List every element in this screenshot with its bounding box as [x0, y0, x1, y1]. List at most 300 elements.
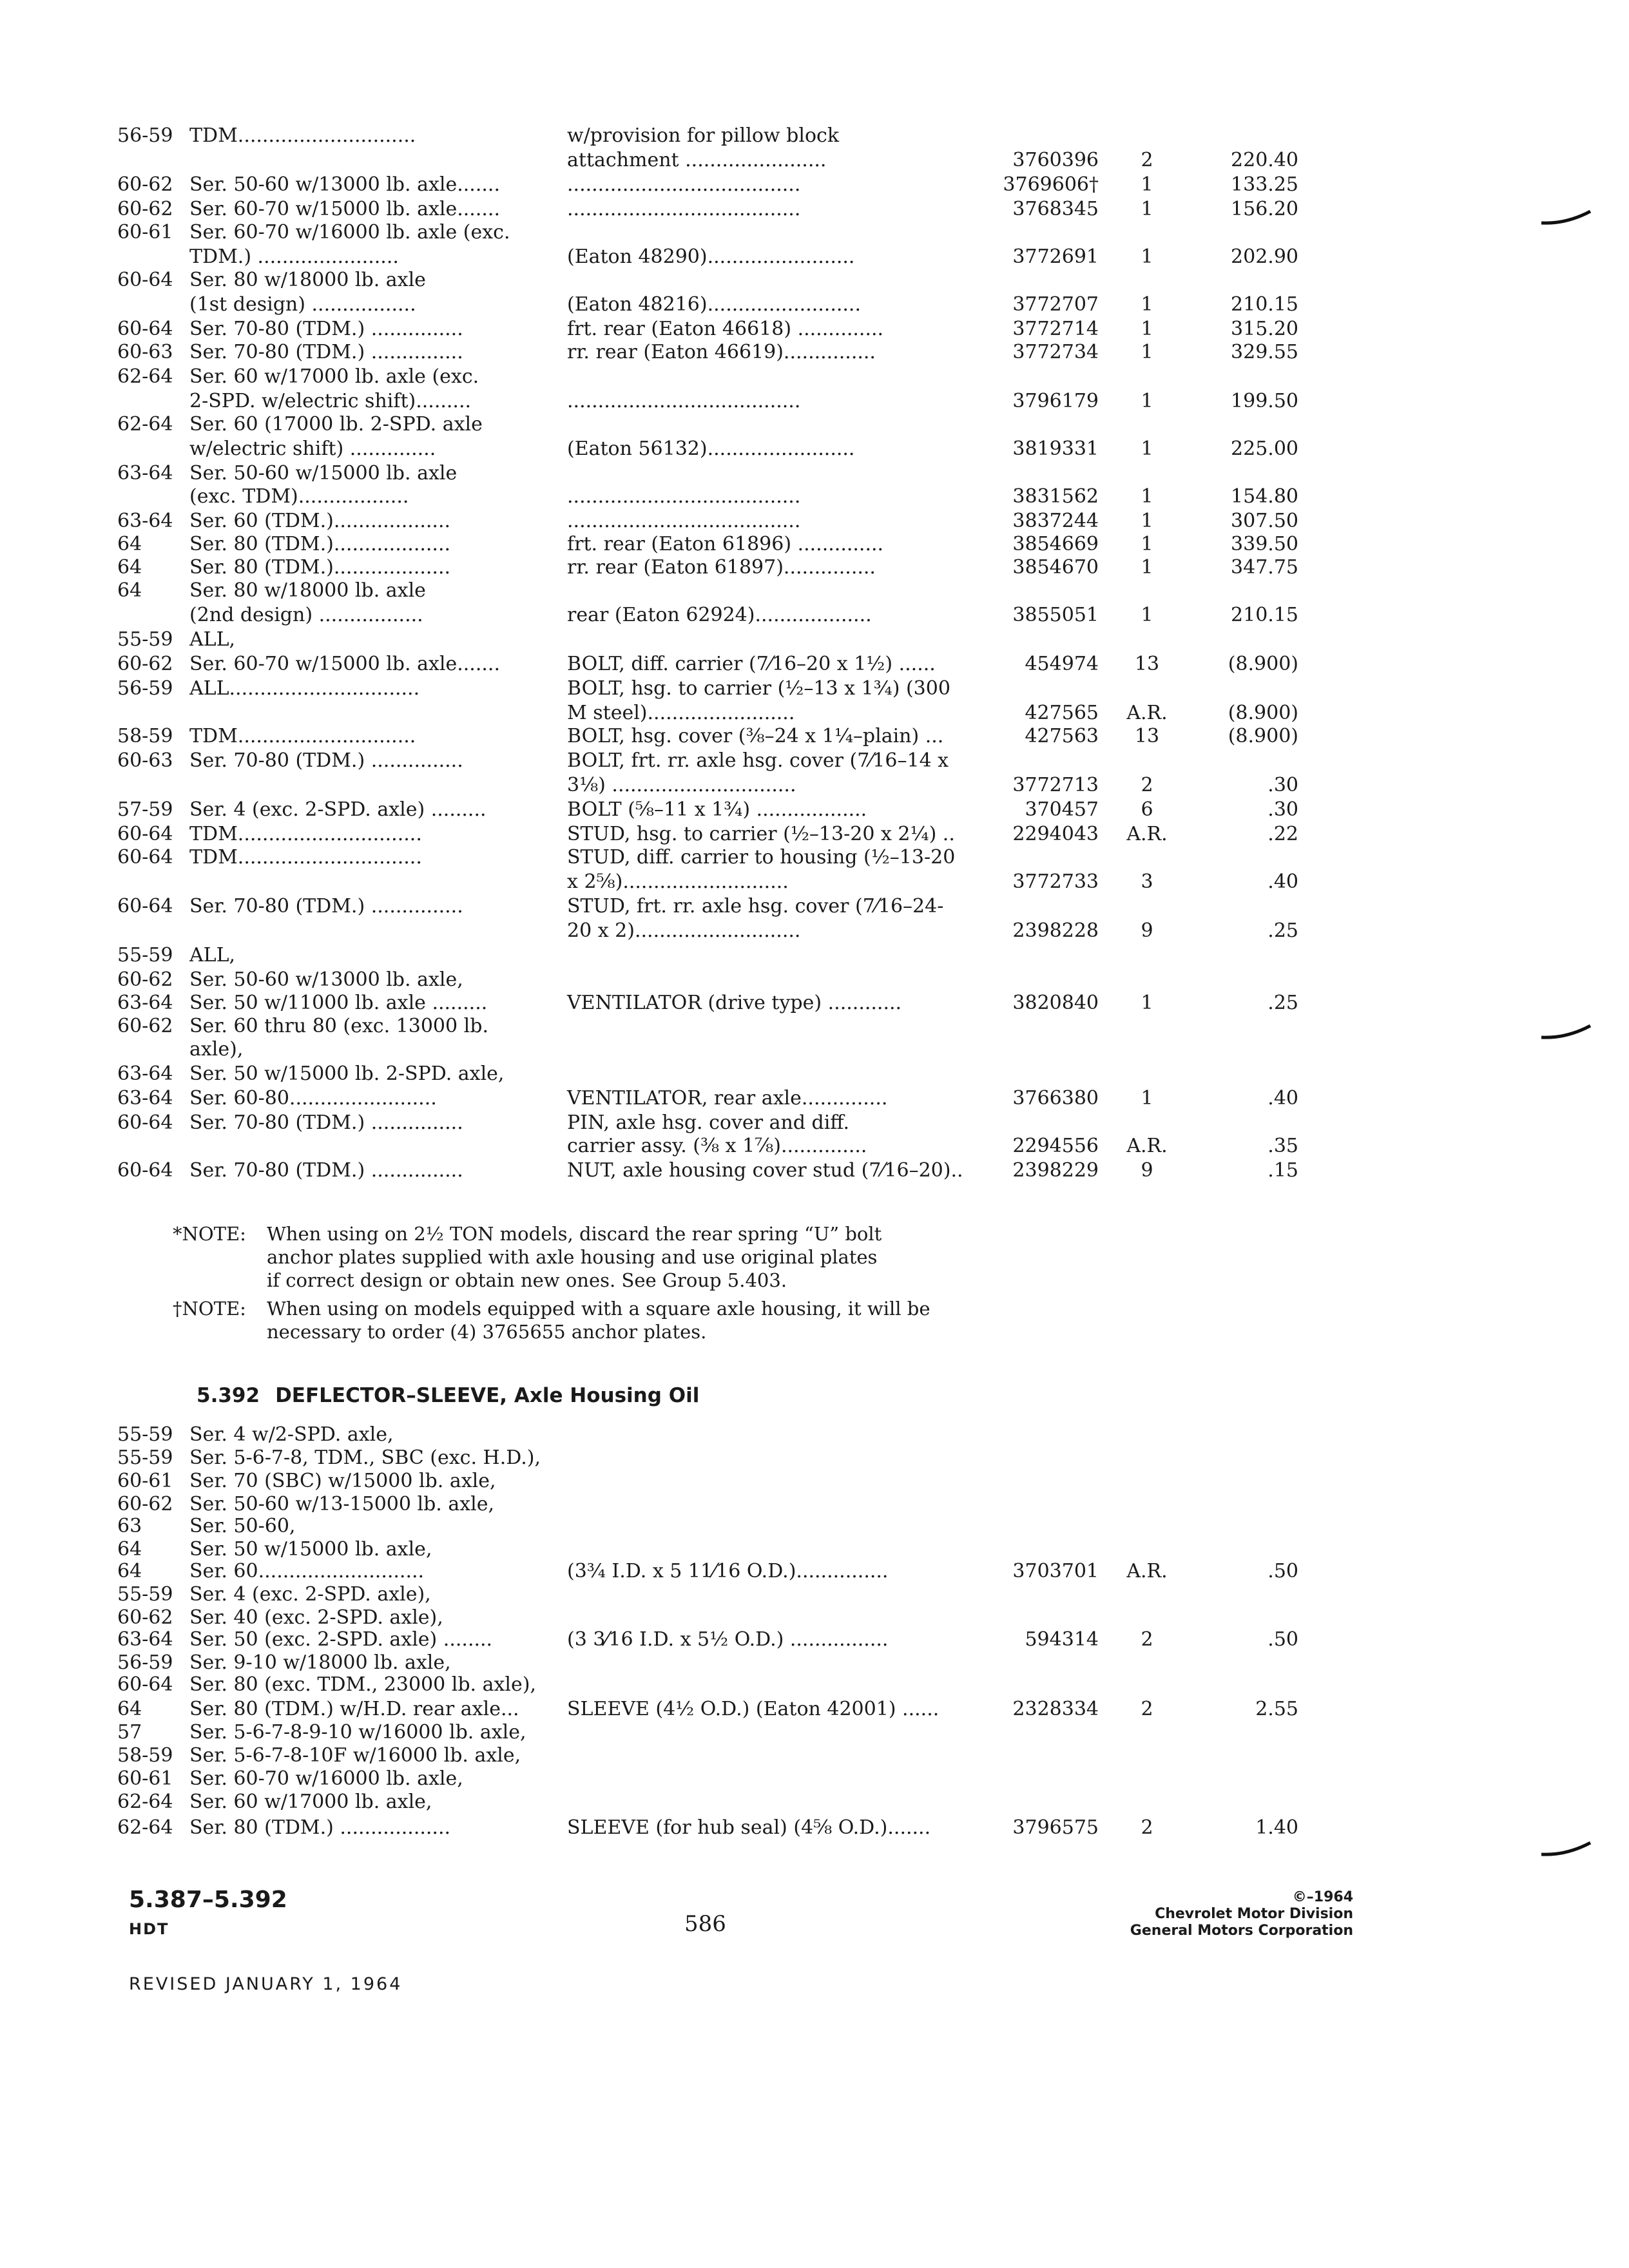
quantity: 1	[1141, 556, 1153, 579]
quantity: 2	[1141, 1628, 1153, 1651]
list-price: .35	[1268, 1135, 1298, 1157]
part-number: 370457	[1025, 798, 1099, 821]
note-line: necessary to order (4) 3765655 anchor plates.	[267, 1321, 707, 1343]
part-description: NUT, axle housing cover stud (7⁄16–20)..	[567, 1159, 963, 1182]
section-number: 5.392	[197, 1384, 260, 1407]
list-price	[1192, 1492, 1298, 1517]
model-years: 62-64	[117, 365, 173, 388]
quantity: A.R.	[1126, 823, 1168, 845]
model-years: 60-62	[117, 173, 173, 196]
application: Ser. 50 w/15000 lb. 2-SPD. axle,	[189, 1062, 505, 1085]
application: Ser. 60-70 w/15000 lb. axle.......	[189, 198, 500, 220]
list-price	[1192, 1062, 1298, 1086]
quantity	[1112, 1111, 1182, 1135]
table-row	[0, 724, 1629, 749]
list-price	[1192, 1469, 1298, 1494]
quantity	[1112, 1767, 1182, 1791]
list-price	[1192, 124, 1298, 148]
part-number	[992, 1790, 1099, 1814]
list-price	[1192, 845, 1298, 870]
quantity: 1	[1141, 390, 1153, 412]
list-price	[1192, 220, 1298, 245]
table-row	[0, 1062, 1629, 1086]
application: Ser. 60-70 w/15000 lb. axle.......	[189, 653, 500, 675]
quantity: 2	[1141, 1816, 1153, 1839]
part-number	[992, 943, 1099, 968]
table-row	[0, 1816, 1629, 1840]
list-price	[1192, 1673, 1298, 1697]
part-number	[992, 749, 1099, 773]
part-number	[992, 1492, 1099, 1517]
application: TDM.............................	[189, 725, 416, 747]
quantity: 13	[1134, 653, 1160, 675]
list-price: (8.900)	[1228, 702, 1298, 724]
part-description: rr. rear (Eaton 61897)...............	[567, 556, 876, 579]
list-price: .50	[1268, 1628, 1298, 1651]
list-price	[1192, 1446, 1298, 1470]
note-dagger	[173, 1296, 1075, 1345]
part-number	[992, 1514, 1099, 1539]
quantity: 9	[1141, 919, 1153, 942]
quantity: 1	[1141, 485, 1153, 508]
model-years: 60-62	[117, 1015, 173, 1037]
table-row	[0, 437, 1629, 461]
part-description: (Eaton 48216).........................	[567, 293, 862, 316]
list-price	[1192, 677, 1298, 701]
quantity	[1112, 1492, 1182, 1517]
table-row	[0, 485, 1629, 509]
model-years: 64	[117, 1538, 142, 1561]
part-description: STUD, hsg. to carrier (½–13-20 x 2¼) ..	[567, 823, 955, 845]
list-price: .15	[1268, 1159, 1298, 1182]
application: axle),	[189, 1038, 244, 1061]
model-years: 60-64	[117, 823, 173, 845]
table-row	[0, 1720, 1629, 1745]
binder-tick-mark	[1540, 210, 1592, 229]
page-number: 586	[684, 1911, 726, 1937]
list-price: 225.00	[1231, 437, 1298, 460]
part-description: w/provision for pillow block	[567, 124, 839, 147]
application: Ser. 60-80........................	[189, 1087, 437, 1110]
quantity: 2	[1141, 774, 1153, 796]
model-years: 56-59	[117, 124, 173, 147]
quantity: 13	[1134, 725, 1160, 747]
list-price	[1192, 628, 1298, 652]
part-number	[992, 1720, 1099, 1745]
model-years: 60-64	[117, 318, 173, 340]
list-price: .30	[1268, 774, 1298, 796]
table-row	[0, 173, 1629, 197]
application: Ser. 50-60 w/13-15000 lb. axle,	[189, 1493, 495, 1515]
list-price: (8.900)	[1228, 653, 1298, 675]
part-description: STUD, diff. carrier to housing (½–13-20	[567, 846, 956, 869]
quantity	[1112, 579, 1182, 603]
table-row	[0, 340, 1629, 365]
table-row	[0, 268, 1629, 293]
model-years: 60-63	[117, 749, 173, 772]
quantity: 1	[1141, 510, 1153, 532]
model-years: 60-62	[117, 1493, 173, 1515]
part-number	[992, 412, 1099, 437]
quantity: 1	[1141, 341, 1153, 363]
application: Ser. 50-60 w/13000 lb. axle.......	[189, 173, 500, 196]
application: Ser. 5-6-7-8-9-10 w/16000 lb. axle,	[189, 1721, 526, 1744]
part-description: (Eaton 48290)........................	[567, 245, 855, 268]
part-description: M steel)........................	[567, 702, 795, 724]
quantity: 1	[1141, 173, 1153, 196]
quantity: 1	[1141, 318, 1153, 340]
part-description: ......................................	[567, 173, 801, 196]
quantity: 6	[1141, 798, 1153, 821]
part-description: 3⅛) ..............................	[567, 774, 796, 796]
list-price	[1192, 268, 1298, 293]
model-years: 58-59	[117, 725, 173, 747]
model-years: 60-62	[117, 968, 173, 991]
table-row	[0, 1111, 1629, 1135]
list-price: (8.900)	[1228, 725, 1298, 747]
table-row	[0, 1037, 1629, 1062]
quantity	[1112, 461, 1182, 486]
quantity: A.R.	[1126, 702, 1168, 724]
quantity: 1	[1141, 198, 1153, 220]
table-row	[0, 822, 1629, 847]
model-years: 64	[117, 556, 142, 579]
part-number: 3769606†	[1003, 173, 1099, 196]
model-years: 63-64	[117, 510, 173, 532]
table-row	[0, 509, 1629, 533]
quantity	[1112, 412, 1182, 437]
part-description: frt. rear (Eaton 46618) ..............	[567, 318, 884, 340]
footer-section-range: 5.387–5.392	[129, 1887, 287, 1913]
part-number	[992, 1606, 1099, 1630]
model-years: 64	[117, 1698, 142, 1720]
part-number	[992, 1469, 1099, 1494]
binder-tick-mark	[1540, 1024, 1592, 1044]
table-row	[0, 1158, 1629, 1183]
application: Ser. 70-80 (TDM.) ...............	[189, 318, 463, 340]
application: Ser. 70 (SBC) w/15000 lb. axle,	[189, 1470, 496, 1492]
application: Ser. 80 (TDM.) ..................	[189, 1816, 451, 1839]
list-price	[1192, 579, 1298, 603]
quantity	[1112, 1720, 1182, 1745]
list-price	[1192, 1537, 1298, 1562]
table-row	[0, 749, 1629, 773]
model-years: 63-64	[117, 1062, 173, 1085]
note-line: anchor plates supplied with axle housing and use original plates	[267, 1246, 878, 1268]
part-number: 3854670	[1012, 556, 1099, 579]
list-price: 339.50	[1231, 533, 1298, 555]
quantity	[1112, 365, 1182, 389]
quantity	[1112, 1014, 1182, 1039]
application: Ser. 80 (exc. TDM., 23000 lb. axle),	[189, 1673, 537, 1696]
table-row	[0, 1673, 1629, 1697]
table-row	[0, 894, 1629, 919]
table-row	[0, 1559, 1629, 1584]
application: TDM..............................	[189, 846, 422, 869]
part-description: VENTILATOR (drive type) ............	[567, 992, 902, 1014]
model-years: 60-63	[117, 341, 173, 363]
part-description: SLEEVE (for hub seal) (4⅝ O.D.).......	[567, 1816, 931, 1839]
application: ALL,	[189, 944, 236, 966]
part-description: rear (Eaton 62924)...................	[567, 604, 872, 626]
application: Ser. 70-80 (TDM.) ...............	[189, 341, 463, 363]
model-years: 63-64	[117, 992, 173, 1014]
table-row	[0, 365, 1629, 389]
table-row	[0, 579, 1629, 603]
list-price	[1192, 1111, 1298, 1135]
quantity: A.R.	[1126, 1560, 1168, 1582]
list-price: 210.15	[1231, 293, 1298, 316]
model-years: 55-59	[117, 1446, 173, 1469]
table-row	[0, 245, 1629, 269]
application: Ser. 60 w/17000 lb. axle,	[189, 1791, 432, 1813]
footer-copyright: ©–1964	[1292, 1889, 1353, 1905]
table-row	[0, 1582, 1629, 1607]
model-years: 62-64	[117, 1791, 173, 1813]
table-row	[0, 124, 1629, 148]
part-number	[992, 1744, 1099, 1768]
list-price: 307.50	[1231, 510, 1298, 532]
part-description: frt. rear (Eaton 61896) ..............	[567, 533, 884, 555]
quantity	[1112, 1744, 1182, 1768]
part-number	[992, 1767, 1099, 1791]
application: (1st design) .................	[189, 293, 416, 316]
table-row	[0, 1606, 1629, 1630]
quantity	[1112, 1582, 1182, 1607]
application: Ser. 60 w/17000 lb. axle (exc.	[189, 365, 479, 388]
application: TDM.) .......................	[189, 245, 399, 268]
application: Ser. 40 (exc. 2-SPD. axle),	[189, 1606, 443, 1629]
list-price	[1192, 1790, 1298, 1814]
model-years: 56-59	[117, 1651, 173, 1674]
part-number: 2294556	[1012, 1135, 1099, 1157]
part-number: 3796179	[1012, 390, 1099, 412]
part-number: 3766380	[1012, 1087, 1099, 1110]
list-price	[1192, 943, 1298, 968]
application: Ser. 60-70 w/16000 lb. axle,	[189, 1767, 463, 1790]
list-price: .50	[1268, 1560, 1298, 1582]
application: Ser. 70-80 (TDM.) ...............	[189, 1111, 463, 1134]
application: TDM..............................	[189, 823, 422, 845]
table-row	[0, 628, 1629, 652]
part-number	[992, 845, 1099, 870]
model-years: 56-59	[117, 677, 173, 700]
quantity: 1	[1141, 437, 1153, 460]
part-number	[992, 1014, 1099, 1039]
list-price: 329.55	[1231, 341, 1298, 363]
part-number	[992, 220, 1099, 245]
part-number	[992, 124, 1099, 148]
model-years: 64	[117, 1560, 142, 1582]
quantity	[1112, 968, 1182, 992]
list-price: .30	[1268, 798, 1298, 821]
binder-tick-mark	[1540, 1841, 1592, 1861]
list-price	[1192, 1720, 1298, 1745]
list-price	[1192, 461, 1298, 486]
model-years: 60-61	[117, 1767, 173, 1790]
part-number	[992, 268, 1099, 293]
quantity	[1112, 677, 1182, 701]
part-description: BOLT (⅝–11 x 1¾) ..................	[567, 798, 867, 821]
note-asterisk	[173, 1222, 1075, 1295]
part-number	[992, 677, 1099, 701]
part-number	[992, 628, 1099, 652]
list-price	[1192, 968, 1298, 992]
model-years: 63-64	[117, 462, 173, 485]
application: w/electric shift) ..............	[189, 437, 436, 460]
application: Ser. 50-60 w/13000 lb. axle,	[189, 968, 463, 991]
quantity: 1	[1141, 604, 1153, 626]
table-row	[0, 555, 1629, 580]
model-years: 63	[117, 1515, 142, 1537]
application: Ser. 50 w/11000 lb. axle .........	[189, 992, 488, 1014]
footer-division: Chevrolet Motor Division	[1155, 1906, 1353, 1922]
application: (exc. TDM)..................	[189, 485, 409, 508]
quantity	[1112, 1651, 1182, 1675]
list-price: 1.40	[1255, 1816, 1298, 1839]
part-number: 427565	[1025, 702, 1099, 724]
application: TDM.............................	[189, 124, 416, 147]
note-line: When using on models equipped with a square axle housing, it will be	[267, 1298, 930, 1320]
footer-hdt: HDT	[129, 1920, 169, 1938]
list-price: 202.90	[1231, 245, 1298, 268]
note-line: When using on 2½ TON models, discard the rear spring “U” bolt	[267, 1223, 882, 1245]
quantity	[1112, 1062, 1182, 1086]
model-years: 58-59	[117, 1744, 173, 1767]
list-price	[1192, 1514, 1298, 1539]
table-row	[0, 798, 1629, 822]
part-number: 3820840	[1012, 992, 1099, 1014]
quantity: A.R.	[1126, 1135, 1168, 1157]
table-row	[0, 968, 1629, 992]
part-number: 3703701	[1012, 1560, 1099, 1582]
list-price: 154.80	[1231, 485, 1298, 508]
footer-revised: REVISED JANUARY 1, 1964	[129, 1974, 403, 1994]
table-row	[0, 603, 1629, 628]
application: Ser. 5-6-7-8, TDM., SBC (exc. H.D.),	[189, 1446, 541, 1469]
application: ALL...............................	[189, 677, 420, 700]
table-row	[0, 773, 1629, 798]
application: Ser. 4 (exc. 2-SPD. axle) .........	[189, 798, 487, 821]
part-description: (Eaton 56132)........................	[567, 437, 855, 460]
part-number: 3772734	[1012, 341, 1099, 363]
application: Ser. 4 (exc. 2-SPD. axle),	[189, 1583, 431, 1606]
part-number	[992, 1037, 1099, 1062]
list-price: 156.20	[1231, 198, 1298, 220]
table-row	[0, 461, 1629, 486]
model-years: 60-64	[117, 1111, 173, 1134]
model-years: 64	[117, 533, 142, 555]
model-years: 57	[117, 1721, 142, 1744]
note-label: *NOTE:	[173, 1223, 246, 1245]
table-row	[0, 1014, 1629, 1039]
model-years: 60-64	[117, 1673, 173, 1696]
list-price: 210.15	[1231, 604, 1298, 626]
part-number: 3796575	[1012, 1816, 1099, 1839]
table-row	[0, 919, 1629, 943]
quantity	[1112, 220, 1182, 245]
application: Ser. 60 (TDM.)...................	[189, 510, 451, 532]
list-price	[1192, 1423, 1298, 1447]
table-row	[0, 1469, 1629, 1494]
quantity	[1112, 1423, 1182, 1447]
quantity	[1112, 943, 1182, 968]
part-number	[992, 1446, 1099, 1470]
quantity	[1112, 1469, 1182, 1494]
quantity: 2	[1141, 149, 1153, 171]
list-price	[1192, 1744, 1298, 1768]
part-description: PIN, axle hsg. cover and diff.	[567, 1111, 850, 1134]
model-years: 55-59	[117, 1583, 173, 1606]
part-number	[992, 1537, 1099, 1562]
application: Ser. 4 w/2-SPD. axle,	[189, 1423, 394, 1446]
table-row	[0, 1086, 1629, 1111]
list-price	[1192, 1651, 1298, 1675]
model-years: 60-64	[117, 895, 173, 918]
table-row	[0, 1744, 1629, 1768]
application: Ser. 70-80 (TDM.) ...............	[189, 895, 463, 918]
part-description: (3 3⁄16 I.D. x 5½ O.D.) ................	[567, 1628, 889, 1651]
part-number: 594314	[1025, 1628, 1099, 1651]
application: Ser. 80 (TDM.) w/H.D. rear axle...	[189, 1698, 519, 1720]
quantity	[1112, 894, 1182, 919]
quantity: 1	[1141, 293, 1153, 316]
quantity: 1	[1141, 1087, 1153, 1110]
model-years: 60-64	[117, 846, 173, 869]
note-label: †NOTE:	[173, 1298, 246, 1320]
table-row	[0, 532, 1629, 557]
application: (2nd design) .................	[189, 604, 423, 626]
table-row	[0, 412, 1629, 437]
application: Ser. 80 w/18000 lb. axle	[189, 269, 426, 291]
part-number	[992, 365, 1099, 389]
list-price	[1192, 412, 1298, 437]
list-price: .22	[1268, 823, 1298, 845]
list-price	[1192, 1014, 1298, 1039]
model-years: 63-64	[117, 1628, 173, 1651]
table-row	[0, 220, 1629, 245]
part-description: x 2⅝)...........................	[567, 870, 789, 893]
part-description: carrier assy. (⅜ x 1⅞)..............	[567, 1135, 867, 1157]
quantity	[1112, 1446, 1182, 1470]
list-price: 133.25	[1231, 173, 1298, 196]
application: Ser. 70-80 (TDM.) ...............	[189, 1159, 463, 1182]
table-row	[0, 1697, 1629, 1722]
application: Ser. 80 w/18000 lb. axle	[189, 579, 426, 602]
part-number: 454974	[1025, 653, 1099, 675]
application: Ser. 50 w/15000 lb. axle,	[189, 1538, 432, 1561]
table-row	[0, 677, 1629, 701]
quantity	[1112, 268, 1182, 293]
table-row	[0, 870, 1629, 894]
table-row	[0, 1492, 1629, 1517]
quantity: 1	[1141, 992, 1153, 1014]
part-number	[992, 461, 1099, 486]
table-row	[0, 943, 1629, 968]
table-row	[0, 701, 1629, 726]
quantity: 3	[1141, 870, 1153, 893]
table-row	[0, 1651, 1629, 1675]
list-price: .25	[1268, 919, 1298, 942]
list-price: .40	[1268, 870, 1298, 893]
part-number: 3760396	[1012, 149, 1099, 171]
part-number: 3768345	[1012, 198, 1099, 220]
part-description: ......................................	[567, 485, 801, 508]
model-years: 57-59	[117, 798, 173, 821]
table-row	[0, 991, 1629, 1015]
part-number	[992, 894, 1099, 919]
model-years: 60-61	[117, 1470, 173, 1492]
